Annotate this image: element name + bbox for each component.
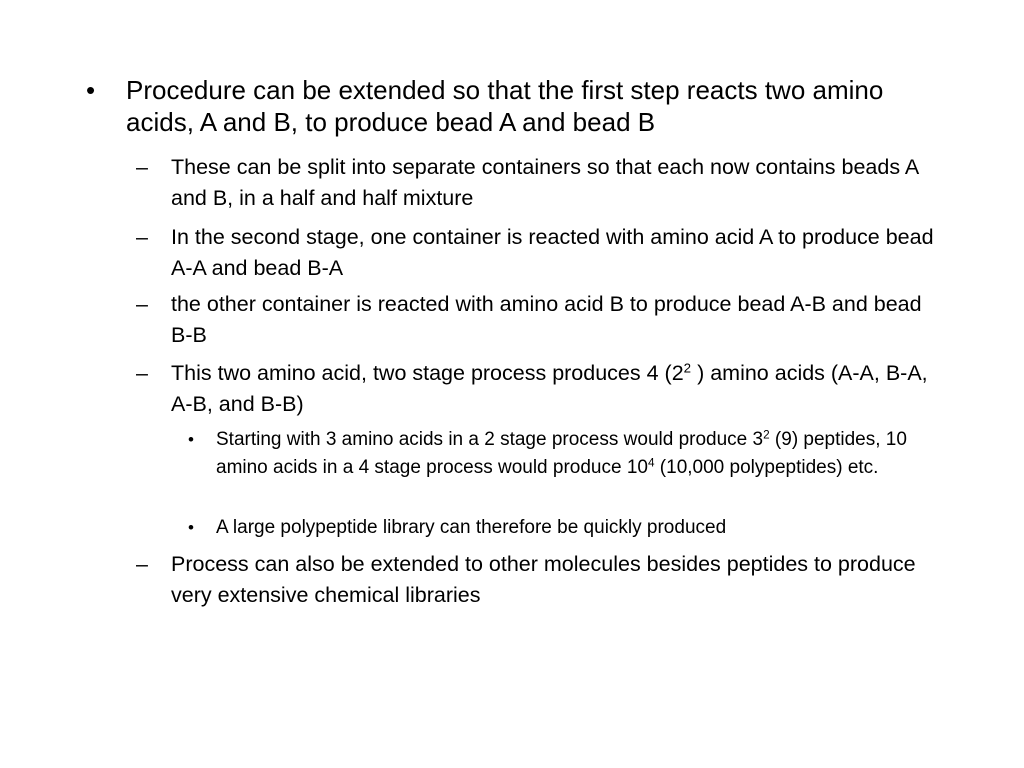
sub-bullet-text: the other container is reacted with amino acid B to produce bead A-B and bead B-B	[171, 292, 922, 347]
sub-bullet-item	[136, 358, 948, 420]
sub-bullet-item	[136, 152, 948, 214]
dash-marker: –	[136, 361, 148, 385]
sub-sub-bullet-item	[188, 514, 948, 542]
bullet-marker: •	[188, 430, 194, 449]
bullet-item	[86, 74, 946, 138]
text-part: This two amino acid, two stage process produces 4 (2	[171, 361, 684, 385]
bullet-marker: •	[86, 75, 96, 105]
sub-sub-bullet-text	[216, 426, 948, 482]
sub-bullet-text: In the second stage, one container is reacted with amino acid A to produce bead A-A and bead B-A	[171, 225, 934, 280]
sub-bullet-text	[171, 358, 948, 420]
superscript: 2	[683, 360, 692, 376]
text-part: (9) peptides, 10 amino acids in a 4 stage process would produce 10	[216, 429, 907, 478]
bullet-marker: •	[188, 518, 194, 537]
text-part: Starting with 3 amino acids in a 2 stage process would produce 3	[216, 429, 764, 450]
sub-bullet-item	[136, 289, 948, 351]
text-part: (10,000 polypeptides) etc.	[654, 457, 879, 478]
sub-sub-bullet-item	[188, 426, 948, 482]
sub-bullet-item	[136, 549, 948, 611]
superscript: 4	[647, 456, 655, 470]
sub-bullet-item	[136, 222, 948, 284]
dash-marker: –	[136, 552, 148, 576]
sub-bullet-text: These can be split into separate containers so that each now contains beads A and B, in a half and half mixture	[171, 155, 919, 210]
sub-sub-bullet-text: A large polypeptide library can therefore be quickly produced	[216, 517, 727, 538]
sub-bullet-text: Process can also be extended to other molecules besides peptides to produce very extensive chemical libraries	[171, 552, 916, 607]
text-part: ) amino acids (A-A, B-A, A-B, and B-B)	[171, 361, 928, 416]
dash-marker: –	[136, 225, 148, 249]
bullet-text: Procedure can be extended so that the first step reacts two amino acids, A and B, to produce bead A and bead B	[126, 75, 884, 137]
superscript: 2	[763, 428, 770, 442]
dash-marker: –	[136, 155, 148, 179]
dash-marker: –	[136, 292, 148, 316]
